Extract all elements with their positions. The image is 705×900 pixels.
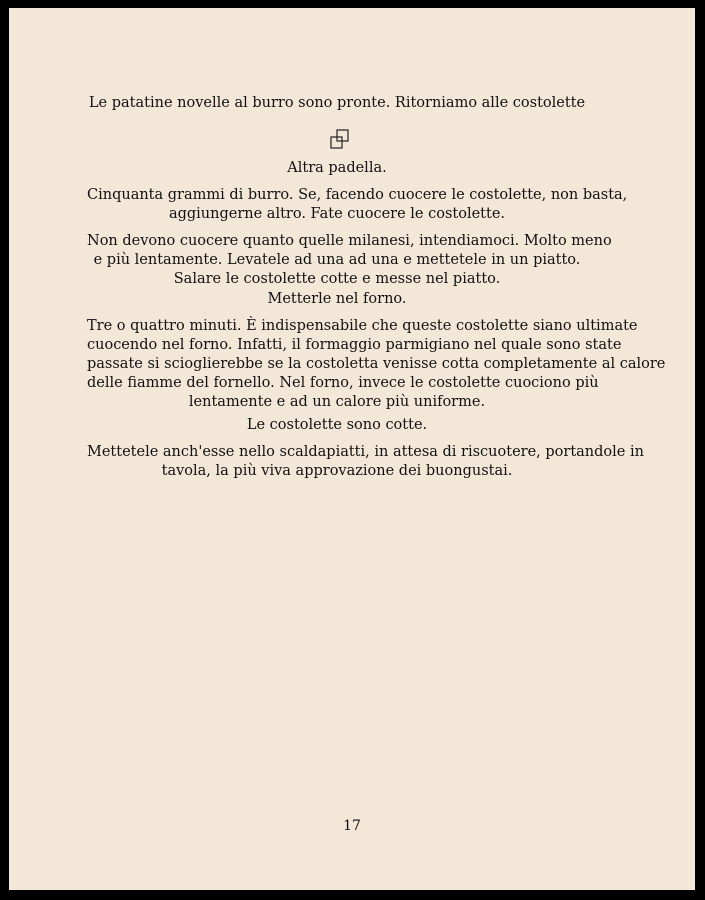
intro-line: Le patatine novelle al burro sono pronte. Ritorniamo alle costolette	[88, 95, 586, 111]
heading-metterle-nel-forno: Metterle nel forno.	[267, 291, 407, 307]
heading-altra-padella: Altra padella.	[287, 160, 387, 176]
paragraph-4: Mettetele anch'esse nello scaldapiatti, in attesa di riscuotere, portandole in tavola, la più viva approvazione dei buongustai.	[87, 444, 644, 479]
paragraph-2: Non devono cuocere quanto quelle milanesi, intendiamoci. Molto meno e più lentamente. Levatele ad una ad una e mettetele in un piatto. Salare le costolette cotte e messe nel piatto.	[87, 233, 612, 287]
paragraph-1: Cinquanta grammi di burro. Se, facendo cuocere le costolette, non basta, aggiungerne altro. Fate cuocere le costolette.	[87, 187, 628, 222]
page-number: 17	[343, 818, 361, 834]
paragraph-3: Tre o quattro minuti. È indispensabile che queste costolette siano ultimate cuocendo nel forno. Infatti, il formaggio parmigiano nel quale sono state passate si scioglierebbe se la costoletta venisse cotta completamente al calore delle fiamme del fornello. Nel forno, invece le costolette cuociono più lentamente e ad un calore più uniforme.	[87, 318, 666, 410]
heading-costolette-cotte: Le costolette sono cotte.	[246, 417, 428, 433]
book-page	[9, 8, 695, 890]
double-square-ornament-icon	[329, 129, 351, 156]
